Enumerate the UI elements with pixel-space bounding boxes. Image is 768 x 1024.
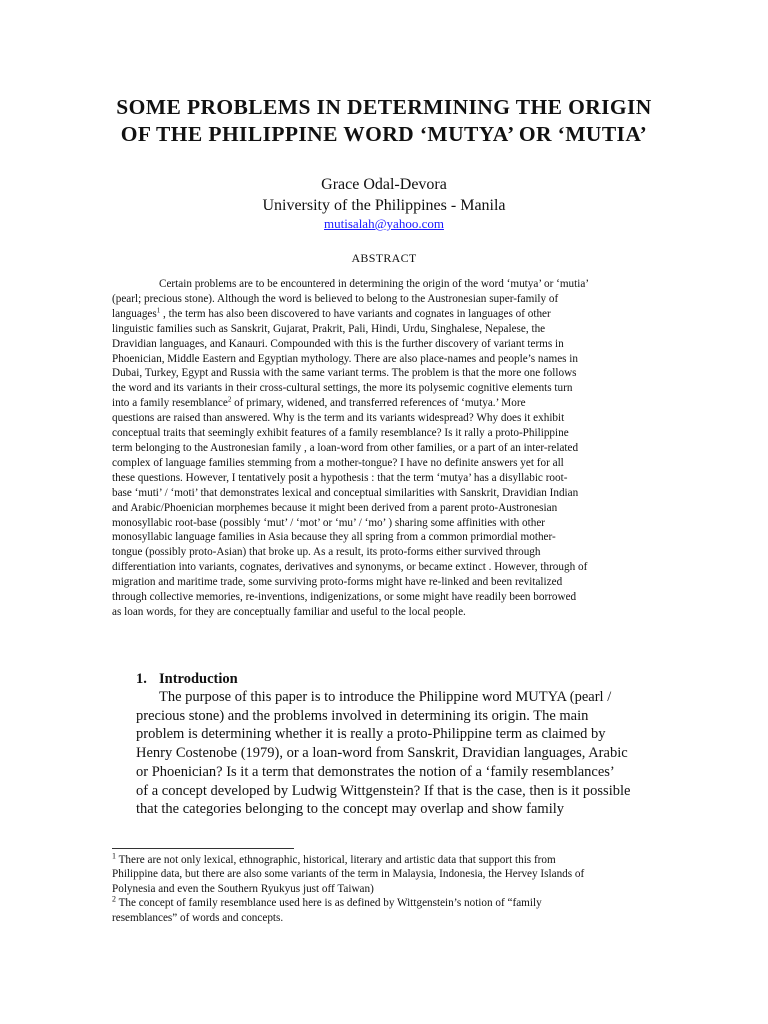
abstract-line: (pearl; precious stone). Although the word is believed to belong to the Austronesian super-family of	[112, 292, 559, 305]
footnote-divider	[112, 848, 294, 849]
introduction-body	[136, 688, 666, 819]
abstract-line: monosyllabic root-base (possibly ‘mut’ / ‘mot’ or ‘mu’ / ‘mo’ ) sharing some affinities with other	[112, 516, 546, 529]
abstract-line-part: into a family resemblance	[112, 397, 228, 410]
footnote-text: The concept of family resemblance used here is as defined by Wittgenstein’s notion of “family	[116, 897, 542, 910]
footnote-marker-1: 1	[112, 851, 116, 861]
abstract-line-part: of primary, widened, and transferred references of ‘mutya.’ More	[231, 397, 526, 410]
footnote-marker-2: 2	[112, 894, 116, 904]
abstract-line: conceptual traits that seemingly exhibit features of a family resemblance? Is it rally a proto-Philippine	[112, 427, 569, 440]
author-affiliation: University of the Philippines - Manila	[262, 197, 506, 214]
intro-line: The purpose of this paper is to introduce the Philippine word MUTYA (pearl /	[159, 689, 612, 705]
footnote-1-line: Polynesia and even the Southern Ryukyus just off Taiwan)	[112, 882, 374, 895]
footnote-1-line	[112, 853, 652, 867]
paper-title: SOME PROBLEMS IN DETERMINING THE ORIGIN OF THE PHILIPPINE WORD ‘MUTYA’ OR ‘MUTIA’	[116, 95, 652, 146]
abstract-line: Dravidian languages, and Kanauri. Compounded with this is the further discovery of variant terms in	[112, 337, 564, 350]
author-name: Grace Odal-Devora	[321, 176, 447, 193]
author-email-link[interactable]: mutisalah@yahoo.com	[324, 216, 444, 231]
abstract-line	[112, 307, 652, 322]
intro-line: precious stone) and the problems involved in determining its origin. The main	[136, 707, 589, 724]
intro-line: of a concept developed by Ludwig Wittgenstein? If that is the case, then is it possible	[136, 782, 631, 799]
abstract-line: term belonging to the Austronesian family , a loan-word from other families, or a part of an inter-related	[112, 441, 579, 454]
footnote-ref-2[interactable]: 2	[227, 395, 232, 404]
intro-line: that the categories belonging to the concept may overlap and show family	[136, 801, 565, 818]
abstract-line: migration and maritime trade, some surviving proto-forms might have re-linked and been revitalized	[112, 576, 563, 589]
email-row	[100, 216, 668, 232]
abstract-line: tongue (possibly proto-Asian) that broke up. As a result, its proto-forms either survived through	[112, 546, 541, 559]
footnote-ref-1[interactable]: 1	[156, 306, 161, 315]
footnote-2-line	[112, 896, 652, 910]
section-title: Introduction	[159, 671, 238, 687]
abstract-body	[112, 277, 652, 620]
abstract-heading: ABSTRACT	[351, 251, 417, 265]
abstract-line: base ‘muti’ / ‘moti’ that demonstrates lexical and conceptual similarities with Sanskrit, Dravidian Indian	[112, 486, 579, 499]
abstract-line	[112, 396, 652, 411]
section-number: 1.	[136, 671, 147, 687]
footnote-1-line: Philippine data, but there are also some variants of the term in Malaysia, Indonesia, the Hervey Islands of	[112, 868, 585, 881]
abstract-line: and Arabic/Phoenician morphemes because it might been derived from a parent proto-Austronesian	[112, 501, 558, 514]
abstract-line: complex of language families stemming from a mother-tongue? I have no definite answers yet for all	[112, 456, 564, 469]
footnotes	[112, 853, 652, 925]
abstract-line: monosyllabic language families in Asia because they all spring from a common primordial mother-	[112, 531, 556, 544]
footnote-text: There are not only lexical, ethnographic, historical, literary and artistic data that support this from	[116, 854, 556, 866]
footnote-2-line: resemblances” of words and concepts.	[112, 911, 284, 924]
abstract-line-part: languages	[112, 307, 157, 320]
intro-line: Henry Costenobe (1979), or a loan-word from Sanskrit, Dravidian languages, Arabic	[136, 745, 628, 762]
abstract-line: linguistic families such as Sanskrit, Gujarat, Prakrit, Pali, Hindi, Urdu, Singhalese, Nepalese, the	[112, 322, 546, 335]
abstract-line: Dubai, Turkey, Egypt and Russia with the same variant terms. The problem is that the more one follows	[112, 367, 577, 380]
abstract-line: the word and its variants in their cross-cultural settings, the more its polysemic cognitive elements turn	[112, 382, 573, 395]
abstract-line-part: , the term has also been discovered to have variants and cognates in languages of other	[160, 307, 551, 320]
abstract-line: Phoenician, Middle Eastern and Egyptian mythology. There are also place-names and people’s names in	[112, 352, 579, 365]
abstract-line: through collective memories, re-inventions, indigenizations, or some might have readily been borrowed	[112, 591, 577, 604]
section-heading-introduction	[136, 670, 238, 688]
abstract-line: differentiation into variants, cognates, derivatives and synonyms, or became extinct . However, through of	[112, 561, 588, 574]
abstract-line: as loan words, for they are conceptually familiar and useful to the local people.	[112, 605, 466, 618]
abstract-line: questions are raised than answered. Why is the term and its variants widespread? Why does it exhibit	[112, 412, 565, 425]
abstract-line: Certain problems are to be encountered in determining the origin of the word ‘mutya’ or ‘mutia’	[159, 278, 590, 290]
abstract-line: these questions. However, I tentatively posit a hypothesis : that the term ‘mutya’ has a disyllabic root-	[112, 471, 568, 484]
intro-line: or Phoenician? Is it a term that demonstrates the notion of a ‘family resemblances’	[136, 763, 615, 780]
intro-line: problem is determining whether it is really a proto-Philippine term as claimed by	[136, 726, 606, 743]
